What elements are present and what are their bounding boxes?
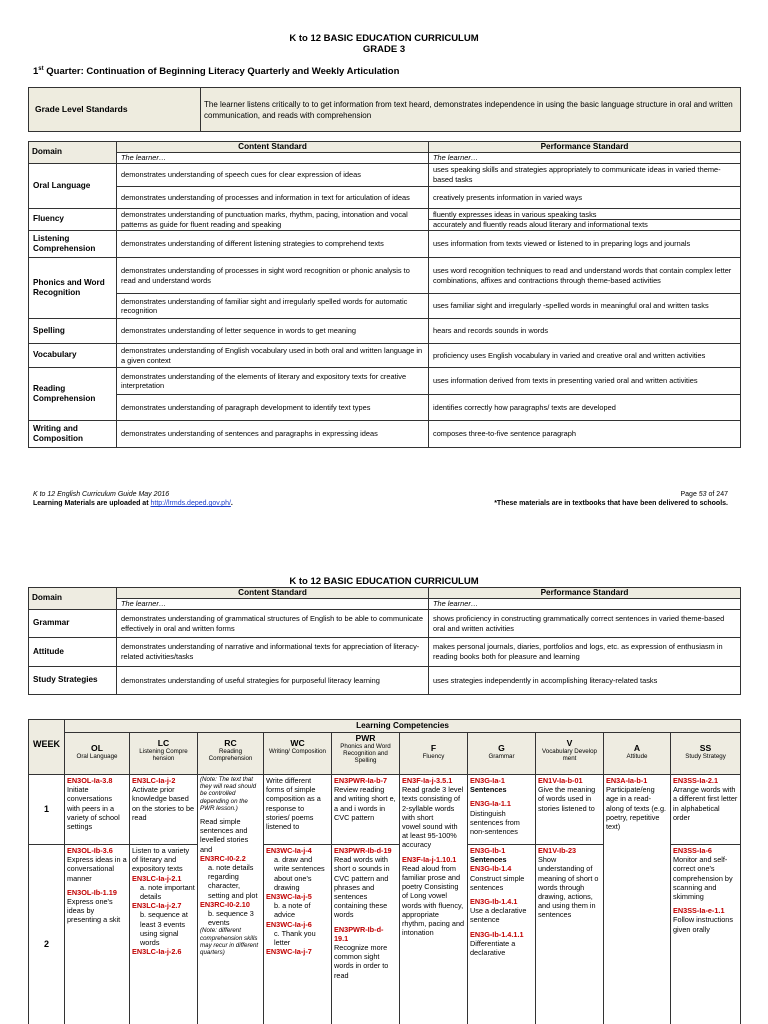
standards-table xyxy=(28,141,741,448)
performance-standard: uses word recognition techniques to read and understand words that contain complex letter combinations, affixes and contractions through theme-based activities xyxy=(429,258,741,294)
domain-attitude: Attitude xyxy=(29,638,117,667)
grade-title: GRADE 3 xyxy=(362,44,406,55)
domain-study-strategies: Study Strategies xyxy=(29,667,117,695)
w2-v: EN1V-Ib-23 Show understanding of meaning of short o words through drawing, actions, and using them in sentences xyxy=(536,845,604,1024)
col-ol: OL Oral Language xyxy=(65,733,130,775)
footer-page-number: Page 53 of 247 xyxy=(680,491,728,498)
footer-materials: Learning Materials are uploaded at http://lrmds.deped.gov.ph/. xyxy=(33,500,233,507)
lrmds-link[interactable]: http://lrmds.deped.gov.ph/ xyxy=(150,500,231,507)
col-wc: WC Writing/ Composition xyxy=(264,733,332,775)
domain-grammar: Grammar xyxy=(29,610,117,638)
col-pwr: PWR Phonics and Word Recognition and Spelling xyxy=(332,733,400,775)
performance-standard: makes personal journals, diaries, portfolios and logs, etc. as expression of enthusiasm in reading books both for pleasure and learning xyxy=(429,638,741,667)
w1-ss: EN3SS-Ia-2.1 Arrange words with a different first letter in alphabetical order xyxy=(671,775,741,845)
content-standard: demonstrates understanding of processes and information in text for articulation of ideas xyxy=(117,187,429,209)
domain-reading-comprehension: Reading Comprehension xyxy=(29,368,117,421)
domain-phonics: Phonics and Word Recognition xyxy=(29,258,117,319)
week-1: 1 xyxy=(29,775,65,845)
w1-g: EN3G-Ia-1 Sentences EN3G-Ia-1.1 Distinguish sentences from non-sentences xyxy=(468,775,536,845)
performance-standard: identifies correctly how paragraphs/ texts are developed xyxy=(429,395,741,421)
content-standard: demonstrates understanding of useful strategies for purposeful literacy learning xyxy=(117,667,429,695)
w1-2-f: EN3F-Ia-j-3.5.1 Read grade 3 level texts consisting of 2-syllable words with short vowel sound with at least 95-100% accuracy EN3F-Ia-j-1.10.1 Read aloud from familiar prose and poetry Consisting of Long vowel words with fluency, appropriate rhythm, pacing and intonation xyxy=(400,775,468,1024)
footer-guide: K to 12 English Curriculum Guide May 2016 xyxy=(33,491,170,498)
page-title: K to 12 BASIC EDUCATION CURRICULUM xyxy=(289,33,479,44)
content-standard: demonstrates understanding of different listening strategies to comprehend texts xyxy=(117,231,429,258)
week-2: 2 xyxy=(29,845,65,1024)
learning-competencies-table xyxy=(28,719,741,1024)
performance-standard: fluently expresses ideas in various speaking tasks xyxy=(429,210,740,221)
gls-text: The learner listens critically to to get information from text heard, demonstrates independence in using the basic language structure in oral and written communication, and reads with comprehension xyxy=(201,88,741,132)
w1-2-rc: (Note: The text that they will read should be controlled depending on the PWR lesson.) Read simple sentences and levelled stories and EN3RC-I0-2.2 a. note details regarding character, setting and plot EN3RC-I0-2.10 b. sequence 3 events (Note: different comprehension skills may recur in different quarters) xyxy=(198,775,264,1024)
col-lc: LC Listening Compre hension xyxy=(130,733,198,775)
standards-table-continued xyxy=(28,587,741,695)
grade-level-standards-table xyxy=(28,87,741,132)
week-header: WEEK xyxy=(29,720,65,775)
content-standard-header: Content Standard xyxy=(117,142,429,153)
content-standard: demonstrates understanding of letter sequence in words to get meaning xyxy=(117,319,429,344)
w1-ol: EN3OL-Ia-3.8 Initiate conversations with peers in a variety of school settings xyxy=(65,775,130,845)
w2-ol: EN3OL-Ib-3.6 Express ideas in a conversational manner EN3OL-Ib-1.19 Express one's ideas by presenting a skit xyxy=(65,845,130,1024)
domain-fluency: Fluency xyxy=(29,209,117,231)
quarter-heading: 1st Quarter: Continuation of Beginning Literacy Quarterly and Weekly Articulation xyxy=(33,66,400,78)
w2-lc: Listen to a variety of literary and expository texts EN3LC-Ia-j-2.1 a. note important details EN3LC-Ia-j-2.7 b. sequence at least 3 events using signal words EN3LC-Ia-j-2.6 xyxy=(130,845,198,1024)
col-ss: SS Study Strategy xyxy=(671,733,741,775)
performance-standard: hears and records sounds in words xyxy=(429,319,741,344)
w2-ss: EN3SS-Ia-6 Monitor and self-correct one's comprehension by scanning and skimming EN3SS-Ia-e-1.1 Follow instructions given orally xyxy=(671,845,741,1024)
content-standard: demonstrates understanding of grammatical structures of English to be able to communicate effectively in oral and written forms xyxy=(117,610,429,638)
performance-standard: shows proficiency in constructing grammatically correct sentences in varied theme-based oral and written activities xyxy=(429,610,741,638)
content-standard: demonstrates understanding of familiar sight and irregularly spelled words for automatic recognition xyxy=(117,294,429,319)
col-g: G Grammar xyxy=(468,733,536,775)
domain-listening-comprehension: Listening Comprehension xyxy=(29,231,117,258)
domain-writing-composition: Writing and Composition xyxy=(29,421,117,448)
domain-header: Domain xyxy=(29,588,117,610)
domain-oral-language: Oral Language xyxy=(29,164,117,209)
domain-header: Domain xyxy=(29,142,117,164)
col-f: F Fluency xyxy=(400,733,468,775)
footer-textbooks-note: *These materials are in textbooks that have been delivered to schools. xyxy=(494,500,728,507)
content-standard: demonstrates understanding of processes in sight word recognition or phonic analysis to read and understand words xyxy=(117,258,429,294)
content-standard: demonstrates understanding of narrative and informational texts for appreciation of literacy-related activities/tasks xyxy=(117,638,429,667)
performance-standard-header: Performance Standard xyxy=(429,142,741,153)
col-a: A Attitude xyxy=(604,733,671,775)
content-standard: demonstrates understanding of English vocabulary used in both oral and written language in a given context xyxy=(117,344,429,368)
content-standard: demonstrates understanding of sentences and paragraphs in expressing ideas xyxy=(117,421,429,448)
performance-standard: composes three-to-five sentence paragraph xyxy=(429,421,741,448)
content-standard: demonstrates understanding of punctuation marks, rhythm, pacing, intonation and vocal patterns as guide for fluent reading and speaking xyxy=(117,209,429,231)
performance-standard: accurately and fluently reads aloud literary and informational texts xyxy=(433,220,648,230)
w1-v: EN1V-Ia-b-01 Give the meaning of words used in stories listened to xyxy=(536,775,604,845)
performance-standard: uses information from texts viewed or listened to in preparing logs and journals xyxy=(429,231,741,258)
col-rc: RC Reading Comprehension xyxy=(198,733,264,775)
content-standard: demonstrates understanding of speech cues for clear expression of ideas xyxy=(117,164,429,187)
performance-standard: proficiency uses English vocabulary in varied and creative oral and written activities xyxy=(429,344,741,368)
domain-vocabulary: Vocabulary xyxy=(29,344,117,368)
performance-standard: uses familiar sight and irregularly -spelled words in meaningful oral and written tasks xyxy=(429,294,741,319)
learner-label: The learner… xyxy=(429,153,741,164)
w1-a: EN3A-Ia-b-1 Participate/eng age in a read-along of texts (e.g. poetry, repetitive text) xyxy=(604,775,671,1024)
content-standard: demonstrates understanding of the elements of literary and expository texts for creative interpretation xyxy=(117,368,429,395)
col-v: V Vocabulary Develop ment xyxy=(536,733,604,775)
learner-label: The learner… xyxy=(429,599,741,610)
learner-label: The learner… xyxy=(117,153,429,164)
gls-label: Grade Level Standards xyxy=(29,88,201,132)
performance-standard-header: Performance Standard xyxy=(429,588,741,599)
performance-standard: uses information derived from texts in presenting varied oral and written activities xyxy=(429,368,741,395)
performance-standard: uses strategies independently in accomplishing literacy-related tasks xyxy=(429,667,741,695)
w2-wc: EN3WC-Ia-j-4 a. draw and write sentences about one's drawing EN3WC-Ia-j-5 b. a note of advice EN3WC-Ia-j-6 c. Thank you letter EN3WC-Ia-j-7 xyxy=(264,845,332,1024)
learner-label: The learner… xyxy=(117,599,429,610)
performance-standard: creatively presents information in varied ways xyxy=(429,187,741,209)
page2-title: K to 12 BASIC EDUCATION CURRICULUM xyxy=(289,576,479,587)
domain-spelling: Spelling xyxy=(29,319,117,344)
w1-wc: Write different forms of simple composition as a response to stories/ poems listened to xyxy=(264,775,332,845)
content-standard: demonstrates understanding of paragraph development to identify text types xyxy=(117,395,429,421)
w1-pwr: EN3PWR-Ia-b-7 Review reading and writing short e, a and i words in CVC pattern xyxy=(332,775,400,845)
content-standard-header: Content Standard xyxy=(117,588,429,599)
w2-g: EN3G-Ib-1 Sentences EN3G-Ib-1.4 Construct simple sentences EN3G-Ib-1.4.1 Use a declarative sentence EN3G-Ib-1.4.1.1 Differentiate a declarative xyxy=(468,845,536,1024)
learning-competencies-header: Learning Competencies xyxy=(65,720,741,733)
performance-standard: uses speaking skills and strategies appropriately to communicate ideas in varied theme-based tasks xyxy=(429,164,741,187)
w2-pwr: EN3PWR-Ib-d-19 Read words with short o sounds in CVC pattern and phrases and sentences containing these words EN3PWR-Ib-d-19.1 Recognize more common sight words in order to read xyxy=(332,845,400,1024)
w1-lc: EN3LC-Ia-j-2 Activate prior knowledge based on the stories to be read xyxy=(130,775,198,845)
